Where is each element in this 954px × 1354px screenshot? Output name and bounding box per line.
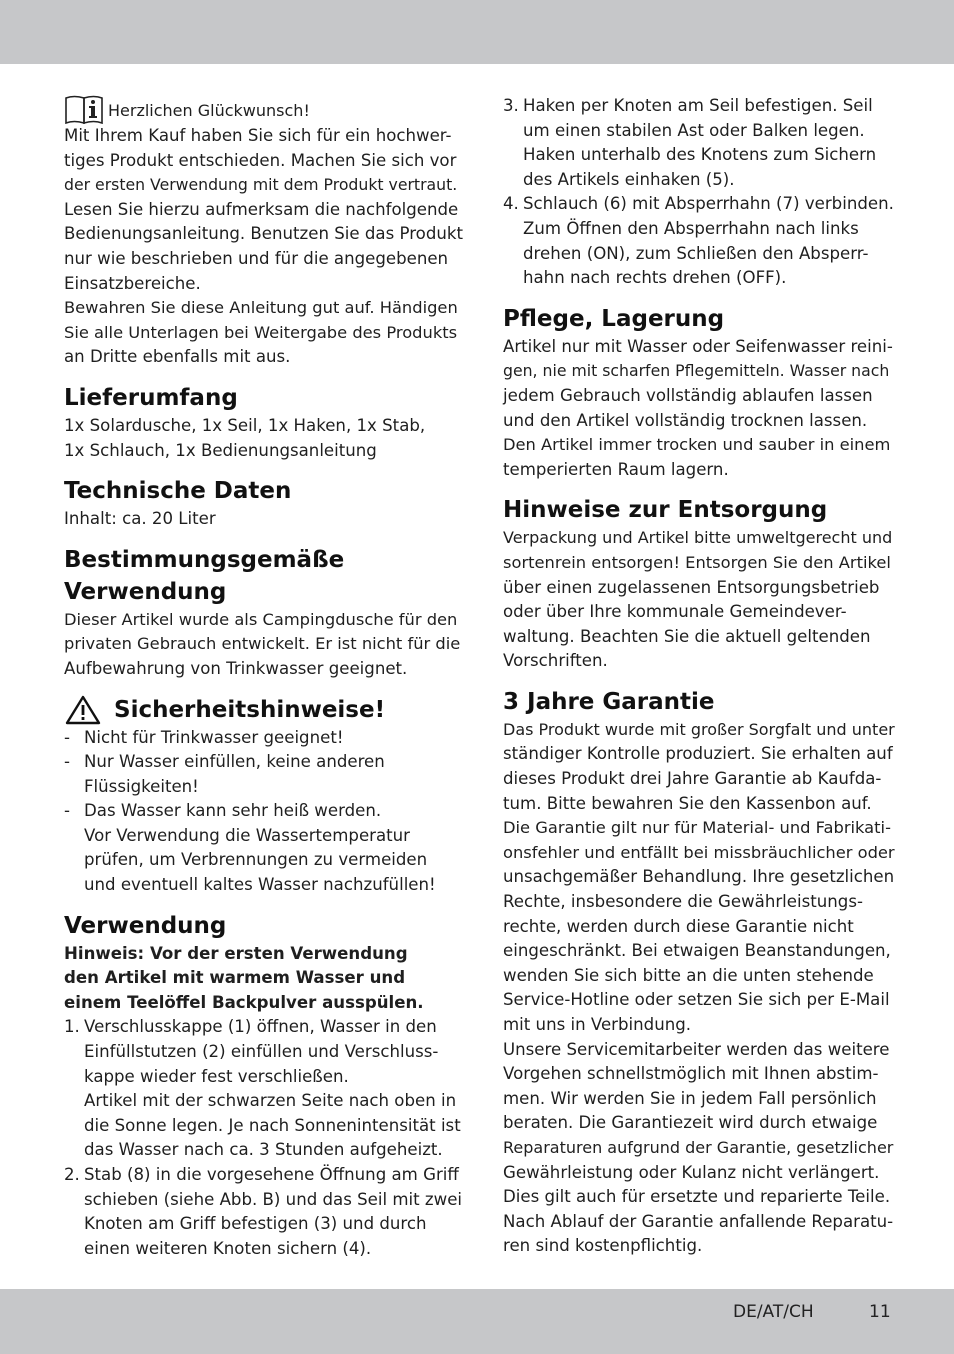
text-line: dieses Produkt drei Jahre Garantie ab Kaufda- <box>503 769 882 789</box>
entsorgung-text <box>503 526 895 674</box>
list-item-line: Haken unterhalb des Knotens zum Sichern <box>523 145 877 165</box>
text-line: wenden Sie sich bitte an die unten stehende <box>503 965 874 985</box>
text-line: Gewährleistung oder Kulanz nicht verlängert. <box>503 1162 880 1182</box>
list-item-line: um einen stabilen Ast oder Balken legen. <box>523 120 865 140</box>
text-line: gen, nie mit scharfen Pflegemitteln. Wasser nach <box>503 361 890 381</box>
text-line: Dieser Artikel wurde als Campingdusche für den <box>64 609 458 629</box>
text-line: oder über Ihre kommunale Gemeindever- <box>503 602 847 622</box>
text-line: eingeschränkt. Bei etwaigen Beanstandungen, <box>503 941 891 961</box>
text-line: der ersten Verwendung mit dem Produkt vertraut. <box>64 175 458 195</box>
text-line: unsachgemäßer Behandlung. Ihre gesetzlichen <box>503 867 895 887</box>
text-line: Hinweis: Vor der ersten Verwendung <box>64 943 408 963</box>
text-line: mit uns in Verbindung. <box>503 1015 692 1034</box>
text-line: Den Artikel immer trocken und sauber in einem <box>503 435 891 455</box>
manual-info-icon <box>64 94 104 124</box>
text-line: Nach Ablauf der Garantie anfallende Reparatu- <box>503 1211 894 1231</box>
usage-steps-right <box>503 94 895 291</box>
list-item-line: Nur Wasser einfüllen, keine anderen <box>84 752 385 772</box>
usage-steps-left <box>64 1015 464 1261</box>
list-item-line: Stab (8) in die vorgesehene Öffnung am Griff <box>84 1165 459 1184</box>
list-item-line: Haken per Knoten am Seil befestigen. Seil <box>523 96 873 115</box>
list-marker: 3. <box>503 96 519 115</box>
pflege-text <box>503 335 895 483</box>
text-line: ständiger Kontrolle produziert. Sie erhalten auf <box>503 744 893 764</box>
intro-greeting: Herzlichen Glückwunsch! <box>108 101 310 121</box>
warning-triangle-icon <box>64 694 102 726</box>
text-line: Dies gilt auch für ersetzte und reparierte Teile. <box>503 1187 891 1207</box>
usage-step <box>503 94 895 192</box>
list-item-line: einen weiteren Knoten sichern (4). <box>84 1238 372 1258</box>
intro-header <box>64 94 464 124</box>
text-line: einem Teelöffel Backpulver ausspülen. <box>64 992 424 1012</box>
list-marker: 2. <box>64 1165 80 1184</box>
text-line: Lesen Sie hierzu aufmerksam die nachfolgende <box>64 199 459 219</box>
text-line: privaten Gebrauch entwickelt. Er ist nicht für die <box>64 634 461 654</box>
usage-step <box>64 1163 464 1261</box>
list-item-line: des Artikels einhaken (5). <box>523 169 735 189</box>
lieferumfang-text <box>64 414 464 463</box>
heading-bestimmung <box>64 544 464 608</box>
heading-technische-daten: Technische Daten <box>64 478 292 505</box>
text-line: temperierten Raum lagern. <box>503 459 729 479</box>
heading-entsorgung: Hinweise zur Entsorgung <box>503 497 828 524</box>
text-line: Einsatzbereiche. <box>64 273 201 293</box>
list-item-line: und eventuell kaltes Wasser nachzufüllen! <box>84 875 436 895</box>
text-line: beraten. Die Garantiezeit wird durch etwaige <box>503 1113 878 1133</box>
text-line: Unsere Servicemitarbeiter werden das weitere <box>503 1039 890 1059</box>
list-item-line: hahn nach rechts drehen (OFF). <box>523 268 787 288</box>
text-line: jedem Gebrauch vollständig ablaufen lassen <box>503 385 873 405</box>
heading-bestimmung-line: Bestimmungsgemäße <box>64 546 345 573</box>
list-item-line: die Sonne legen. Je nach Sonnenintensität ist <box>84 1115 461 1135</box>
list-item-line: Zum Öffnen den Absperrhahn nach links <box>523 218 859 238</box>
text-line: Verpackung und Artikel bitte umweltgerecht und <box>503 528 893 548</box>
text-line: Reparaturen aufgrund der Garantie, gesetzlicher <box>503 1137 894 1157</box>
technische-daten-text <box>64 507 464 532</box>
text-line: Aufbewahrung von Trinkwasser geeignet. <box>64 658 408 678</box>
safety-item <box>64 799 464 897</box>
left-column <box>64 94 464 1261</box>
text-line: Bedienungsanleitung. Benutzen Sie das Produkt <box>64 224 463 244</box>
text-line: tum. Bitte bewahren Sie den Kassenbon auf. <box>503 793 872 813</box>
usage-step <box>64 1015 464 1163</box>
list-marker: - <box>64 801 70 821</box>
text-line: rechte, werden durch diese Garantie nicht <box>503 916 854 936</box>
footer-region: DE/AT/CH <box>733 1302 814 1322</box>
list-item-line: schieben (siehe Abb. B) und das Seil mit zwei <box>84 1189 463 1209</box>
heading-bestimmung-line: Verwendung <box>64 578 227 605</box>
list-item-line: kappe wieder fest verschließen. <box>84 1066 349 1086</box>
header-bar <box>0 0 954 64</box>
list-item-line: Artikel mit der schwarzen Seite nach oben in <box>84 1091 457 1111</box>
list-item-line: Knoten am Griff befestigen (3) und durch <box>84 1214 427 1234</box>
text-line: Vorgehen schnellstmöglich mit Ihnen abstim- <box>503 1064 879 1084</box>
safety-header <box>64 694 464 726</box>
right-column <box>503 94 895 1259</box>
text-line: sortenrein entsorgen! Entsorgen Sie den Artikel <box>503 552 891 572</box>
heading-garantie: 3 Jahre Garantie <box>503 688 715 715</box>
safety-item <box>64 750 464 799</box>
list-marker: 1. <box>64 1017 80 1037</box>
list-item-line: Flüssigkeiten! <box>84 776 199 796</box>
page-number: 11 <box>869 1302 891 1322</box>
list-marker: - <box>64 752 70 772</box>
text-line: über einen zugelassenen Entsorgungsbetrieb <box>503 577 880 597</box>
heading-lieferumfang: Lieferumfang <box>64 384 238 411</box>
text-line: men. Wir werden Sie in jedem Fall persönlich <box>503 1088 877 1108</box>
heading-sicherheitshinweise: Sicherheitshinweise! <box>114 696 386 723</box>
text-line: onsfehler und entfällt bei missbräuchlicher oder <box>503 842 895 862</box>
usage-step <box>503 192 895 290</box>
garantie-text <box>503 718 895 1259</box>
text-line: und den Artikel vollständig trocknen lassen. <box>503 410 868 430</box>
bestimmung-text <box>64 608 464 682</box>
text-line: an Dritte ebenfalls mit aus. <box>64 347 291 367</box>
text-line: Sie alle Unterlagen bei Weitergabe des Produkts <box>64 322 458 342</box>
safety-item <box>64 726 464 751</box>
text-line: tiges Produkt entschieden. Machen Sie sich vor <box>64 150 457 170</box>
list-item-line: Schlauch (6) mit Absperrhahn (7) verbinden. <box>523 194 894 214</box>
text-line: Service-Hotline oder setzen Sie sich per E-Mail <box>503 990 890 1010</box>
list-marker: - <box>64 727 70 747</box>
list-item-line: prüfen, um Verbrennungen zu vermeiden <box>84 850 428 870</box>
text-line: ren sind kostenpflichtig. <box>503 1236 703 1256</box>
list-item-line: Nicht für Trinkwasser geeignet! <box>84 727 344 747</box>
text-line: waltung. Beachten Sie die aktuell geltenden <box>503 626 871 646</box>
list-item-line: Verschlusskappe (1) öffnen, Wasser in den <box>84 1017 437 1037</box>
heading-pflege-lagerung: Pflege, Lagerung <box>503 305 725 332</box>
safety-list <box>64 726 464 898</box>
list-marker: 4. <box>503 194 519 214</box>
list-item-line: das Wasser nach ca. 3 Stunden aufgeheizt. <box>84 1140 443 1160</box>
text-line: Mit Ihrem Kauf haben Sie sich für ein hochwer- <box>64 126 452 145</box>
text-line: Vorschriften. <box>503 651 608 671</box>
text-line: 1x Schlauch, 1x Bedienungsanleitung <box>64 440 377 460</box>
text-line: 1x Solardusche, 1x Seil, 1x Haken, 1x Stab, <box>64 415 426 435</box>
list-item-line: Vor Verwendung die Wassertemperatur <box>84 825 410 845</box>
text-line: Inhalt: ca. 20 Liter <box>64 509 216 529</box>
heading-verwendung: Verwendung <box>64 912 227 939</box>
text-line: den Artikel mit warmem Wasser und <box>64 968 406 988</box>
text-line: Das Produkt wurde mit großer Sorgfalt und unter <box>503 719 895 739</box>
text-line: Die Garantie gilt nur für Material- und Fabrikati- <box>503 818 891 838</box>
text-line: Bewahren Sie diese Anleitung gut auf. Händigen <box>64 298 458 318</box>
intro-paragraph <box>64 124 464 370</box>
text-line: Rechte, insbesondere die Gewährleistungs- <box>503 892 863 912</box>
list-item-line: drehen (ON), zum Schließen den Absperr- <box>523 243 869 263</box>
list-item-line: Einfüllstutzen (2) einfüllen und Verschluss- <box>84 1042 439 1062</box>
text-line: nur wie beschrieben und für die angegebenen <box>64 248 449 268</box>
list-item-line: Das Wasser kann sehr heiß werden. <box>84 801 382 821</box>
usage-note <box>64 942 464 1016</box>
text-line: Artikel nur mit Wasser oder Seifenwasser reini- <box>503 336 893 356</box>
